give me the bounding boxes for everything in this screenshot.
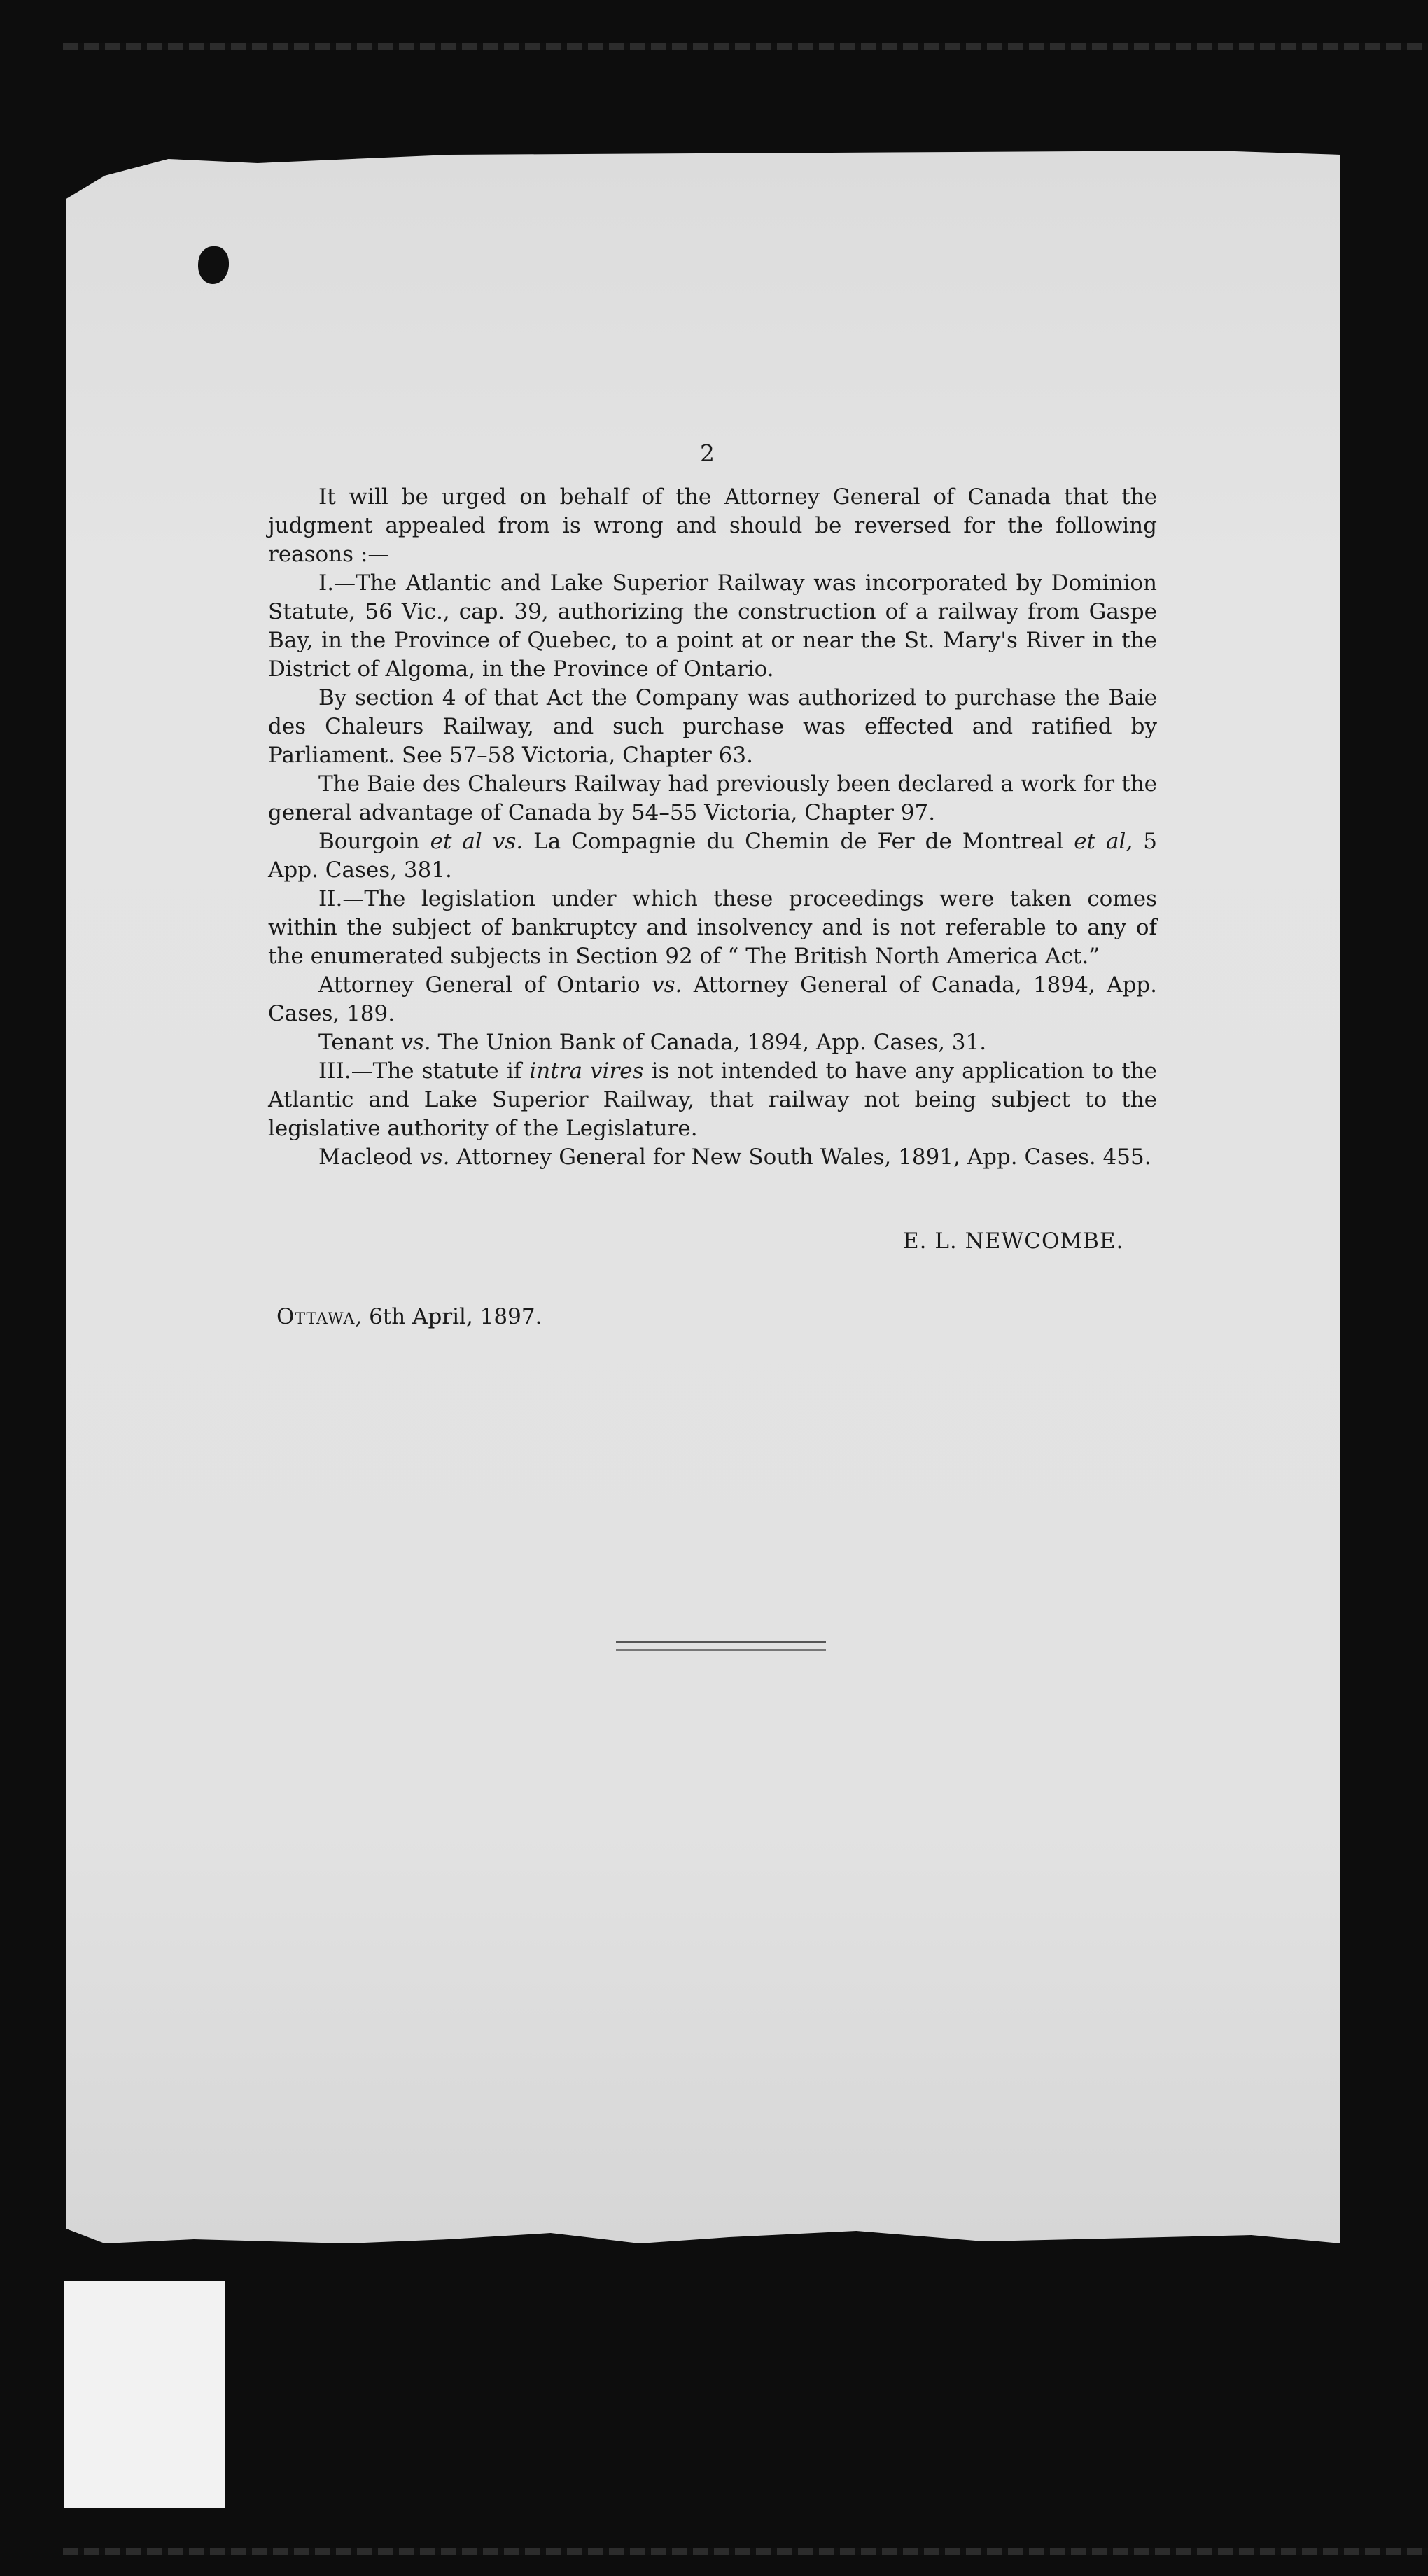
- citation-attorney-general-ontario: Attorney General of Ontario vs. Attorney General of Canada, 1894, App. Cases, 189.: [268, 972, 1157, 1026]
- microfilm-edge-top: [63, 43, 1428, 50]
- citation-macleod: Macleod vs. Attorney General for New South Wales, 1891, App. Cases. 455.: [318, 1144, 1152, 1170]
- paragraph-section-4: By section 4 of that Act the Company was authorized to purchase the Baie des Chaleurs Railway, and such purchase was effected and ratified by Parliament. See 57–58 Victoria, Chapter 63.: [268, 685, 1157, 768]
- dateline: [276, 1304, 542, 1329]
- paragraph-baie-des-chaleurs: The Baie des Chaleurs Railway had previously been declared a work for the general advantage of Canada by 54–55 Victoria, Chapter 97.: [268, 771, 1157, 825]
- page-number: 2: [700, 440, 715, 467]
- document-body: [268, 483, 1157, 1172]
- paragraph-reason-3: III.—The statute if intra vires is not intended to have any application to the Atlantic and Lake Superior Railway, that railway not being subject to the legislative authority of the Legislature.: [268, 1058, 1157, 1141]
- dateline-place: Ottawa: [276, 1304, 356, 1329]
- citation-bourgoin: Bourgoin et al vs. La Compagnie du Chemin de Fer de Montreal et al, 5 App. Cases, 381.: [268, 829, 1158, 883]
- rule-divider: [616, 1641, 826, 1651]
- paragraph-intro: It will be urged on behalf of the Attorney General of Canada that the judgment appealed from is wrong and should be reversed for the following reasons :—: [268, 484, 1157, 567]
- archive-label: [64, 2281, 225, 2508]
- citation-tenant: Tenant vs. The Union Bank of Canada, 1894, App. Cases, 31.: [318, 1030, 987, 1055]
- paragraph-reason-2: II.—The legislation under which these proceedings were taken comes within the subject of bankruptcy and insolvency and is not referable to any of the enumerated subjects in Section 92 of “ The British North America Act.”: [268, 886, 1157, 969]
- paragraph-reason-1: I.—The Atlantic and Lake Superior Railway was incorporated by Dominion Statute, 56 Vic., cap. 39, authorizing the construction of a railway from Gaspe Bay, in the Province of Quebec, to a point at or near the St. Mary's River in the District of Algoma, in the Province of Ontario.: [268, 570, 1157, 682]
- dateline-date: , 6th April, 1897.: [355, 1304, 542, 1329]
- microfilm-edge-bottom: [63, 2548, 1428, 2555]
- signature: E. L. NEWCOMBE.: [903, 1228, 1124, 1254]
